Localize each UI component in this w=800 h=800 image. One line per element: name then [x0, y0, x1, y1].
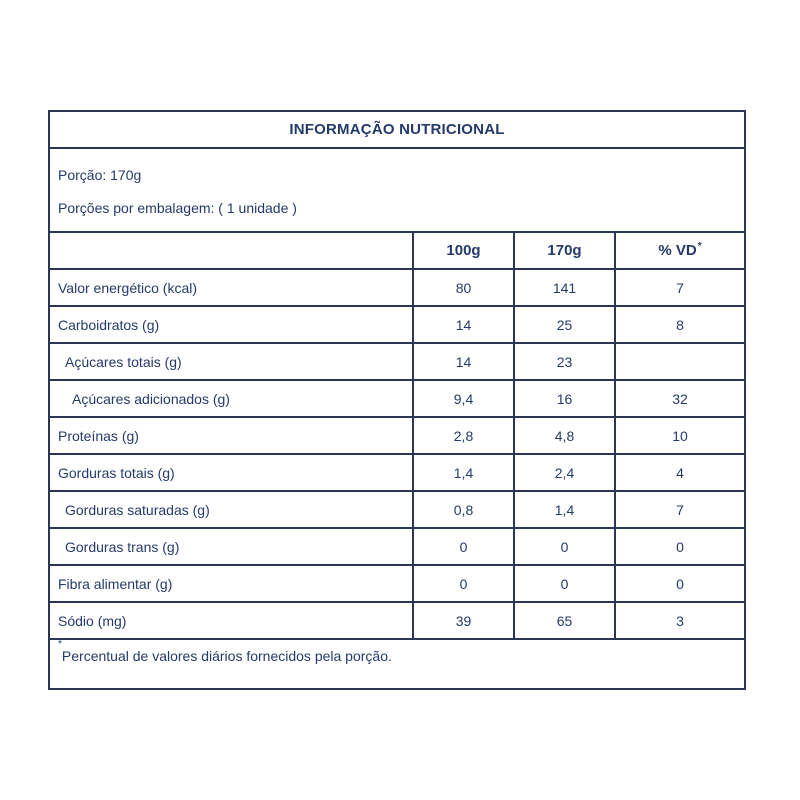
column-header-blank — [50, 233, 412, 268]
value-100g: 1,4 — [412, 455, 513, 490]
nutrient-label: Gorduras totais (g) — [58, 464, 175, 481]
footnote — [50, 640, 744, 688]
value-vd: 7 — [614, 492, 744, 527]
value-vd: 0 — [614, 566, 744, 601]
value-vd: 7 — [614, 270, 744, 305]
value-100g: 80 — [412, 270, 513, 305]
nutrient-label: Gorduras saturadas (g) — [65, 501, 210, 518]
servings-per-package: Porções por embalagem: ( 1 unidade ) — [58, 199, 297, 216]
table-row — [50, 307, 744, 344]
value-vd: 4 — [614, 455, 744, 490]
value-vd: 10 — [614, 418, 744, 453]
table-row — [50, 603, 744, 640]
value-100g: 14 — [412, 307, 513, 342]
vd-label: % VD — [658, 242, 697, 259]
value-100g: 0,8 — [412, 492, 513, 527]
nutrient-rows — [50, 270, 744, 640]
nutrient-label: Açúcares totais (g) — [65, 353, 182, 370]
value-vd: 32 — [614, 381, 744, 416]
value-vd: 3 — [614, 603, 744, 638]
value-170g: 65 — [513, 603, 614, 638]
nutrition-label — [48, 110, 746, 690]
nutrient-label: Proteínas (g) — [58, 427, 139, 444]
value-vd: 0 — [614, 529, 744, 564]
column-header-vd: % VD * — [614, 233, 744, 268]
table-row — [50, 529, 744, 566]
table-row — [50, 455, 744, 492]
value-100g: 0 — [412, 566, 513, 601]
table-row — [50, 381, 744, 418]
nutrient-label: Carboidratos (g) — [58, 316, 160, 333]
table-row — [50, 566, 744, 603]
value-170g: 25 — [513, 307, 614, 342]
serving-info — [50, 149, 744, 233]
table-row — [50, 418, 744, 455]
nutrient-label: Valor energético (kcal) — [58, 279, 198, 296]
value-170g: 23 — [513, 344, 614, 379]
nutrient-label: Açúcares adicionados (g) — [72, 390, 230, 407]
value-170g: 0 — [513, 529, 614, 564]
column-header-100g: 100g — [412, 233, 513, 268]
value-170g: 141 — [513, 270, 614, 305]
table-header-row — [50, 233, 744, 270]
table-row — [50, 270, 744, 307]
table-row — [50, 492, 744, 529]
value-170g: 2,4 — [513, 455, 614, 490]
nutrition-label-title: INFORMAÇÃO NUTRICIONAL — [50, 112, 744, 149]
nutrient-label: Fibra alimentar (g) — [58, 575, 173, 592]
nutrient-label: Gorduras trans (g) — [65, 538, 180, 555]
value-170g: 0 — [513, 566, 614, 601]
serving-size: Porção: 170g — [58, 166, 142, 183]
footnote-text: Percentual de valores diários fornecidos pela porção. — [61, 648, 392, 664]
value-vd: 8 — [614, 307, 744, 342]
value-170g: 16 — [513, 381, 614, 416]
table-row — [50, 344, 744, 381]
value-100g: 2,8 — [412, 418, 513, 453]
value-100g: 14 — [412, 344, 513, 379]
value-vd — [614, 344, 744, 379]
nutrient-label: Sódio (mg) — [58, 612, 127, 629]
column-header-170g: 170g — [513, 233, 614, 268]
value-170g: 1,4 — [513, 492, 614, 527]
value-100g: 9,4 — [412, 381, 513, 416]
footnote-asterisk: * — [58, 639, 62, 650]
value-170g: 4,8 — [513, 418, 614, 453]
value-100g: 0 — [412, 529, 513, 564]
value-100g: 39 — [412, 603, 513, 638]
